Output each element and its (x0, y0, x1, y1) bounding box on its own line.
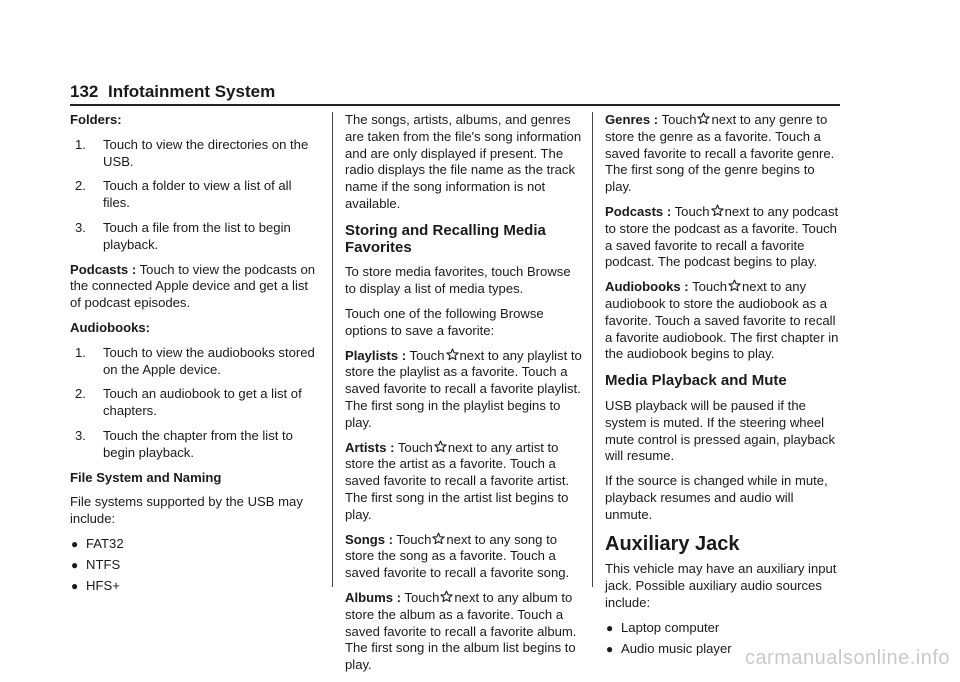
bullet-icon: ● (606, 641, 614, 656)
list-item: ● NTFS (71, 556, 121, 572)
paragraph: To store media favorites, touch Browse to display a list of media types. (345, 264, 571, 297)
bullet-icon: ● (71, 578, 79, 593)
list-item: 1. Touch to view the audiobooks stored on the Apple device. (75, 344, 315, 377)
column-3 (605, 112, 843, 665)
list-item: 2. Touch a folder to view a list of all files. (75, 178, 292, 211)
paragraph: Touch one of the following Browse options to save a favorite: (345, 305, 544, 338)
section-heading: Media Playback and Mute (605, 372, 787, 390)
songs-paragraph: Songs : Touch next to any song to store the song as a favorite. Touch a saved favorite to recall a favorite song. (345, 531, 570, 581)
audiobooks-steps (70, 345, 320, 462)
star-outline-icon (432, 532, 445, 545)
star-outline-icon (446, 348, 459, 361)
header-rule (70, 104, 840, 106)
list-item: ● Laptop computer (606, 619, 720, 635)
audiobooks-paragraph: Audiobooks : Touch next to any audiobook to store the audiobook as a favorite. Touch a saved favorite to recall a favorite audiobook. The first chapter in the audiobook begins to play. (605, 279, 839, 362)
genres-paragraph: Genres : Touch next to any genre to store the genre as a favorite. Touch a saved favorite to recall a favorite genre. The first song of the genre begins to play. (605, 112, 835, 195)
bullet-icon: ● (71, 557, 79, 572)
column-2 (345, 112, 585, 682)
paragraph: If the source is changed while in mute, playback resumes and audio will unmute. (605, 473, 828, 522)
list-item: 1. Touch to view the directories on the USB. (75, 136, 309, 169)
star-outline-icon (434, 440, 447, 453)
watermark: carmanualsonline.info (744, 647, 950, 669)
paragraph: This vehicle may have an auxiliary input jack. Possible auxiliary audio sources include: (605, 561, 837, 610)
list-item: ● Audio music player (606, 640, 732, 656)
section-heading: Storing and Recalling Media Favorites (345, 221, 546, 256)
file-system-list (70, 536, 320, 594)
playlists-paragraph: Playlists : Touch next to any playlist to store the playlist as a favorite. Touch a saved favorite to recall a favorite playlist. The first song in the playlist begins to play. (345, 347, 582, 430)
list-item: ● FAT32 (71, 535, 124, 551)
page-title: Infotainment System (108, 82, 276, 101)
podcasts-paragraph: Podcasts : Touch next to any podcast to store the podcast as a favorite. Touch a saved favorite to recall a favorite podcast. The podcast begins to play. (605, 203, 839, 270)
column-1 (70, 112, 320, 602)
artists-paragraph: Artists : Touch next to any artist to store the artist as a favorite. Touch a saved favorite to recall a favorite artist. The first song in the artist list begins to play. (345, 439, 570, 522)
folders-steps (70, 137, 320, 254)
star-outline-icon (728, 279, 741, 292)
page-number: 132 (70, 82, 99, 101)
paragraph: USB playback will be paused if the system is muted. If the steering wheel mute control is pressed again, playback will resume. (605, 397, 835, 464)
albums-paragraph: Albums : Touch next to any album to store the album as a favorite. Touch a saved favorite to recall a favorite album. The first song in the album list begins to play. (345, 589, 577, 673)
list-item: 2. Touch an audiobook to get a list of chapters. (75, 386, 302, 419)
podcasts-paragraph: Podcasts : Touch to view the podcasts on the connected Apple device and get a list of podcast episodes. (70, 261, 316, 311)
star-outline-icon (711, 204, 724, 217)
file-system-text: File systems supported by the USB may include: (70, 494, 303, 527)
list-item: 3. Touch a file from the list to begin playback. (75, 219, 291, 252)
bullet-icon: ● (71, 536, 79, 551)
audiobooks-label: Audiobooks: (70, 319, 151, 335)
file-system-label: File System and Naming (70, 469, 222, 485)
section-heading: Auxiliary Jack (605, 532, 740, 555)
folders-label: Folders: (70, 112, 122, 127)
star-outline-icon (440, 590, 453, 603)
column-divider (592, 112, 593, 587)
column-divider (332, 112, 333, 587)
star-outline-icon (697, 112, 710, 125)
bullet-icon: ● (606, 620, 614, 635)
intro-paragraph: The songs, artists, albums, and genres are taken from the file's song information and are only displayed if present. The radio displays the file name as the track name if the song information is not available. (345, 112, 582, 211)
list-item: 3. Touch the chapter from the list to begin playback. (75, 427, 293, 460)
page-header (70, 82, 840, 104)
list-item: ● HFS+ (71, 577, 120, 593)
